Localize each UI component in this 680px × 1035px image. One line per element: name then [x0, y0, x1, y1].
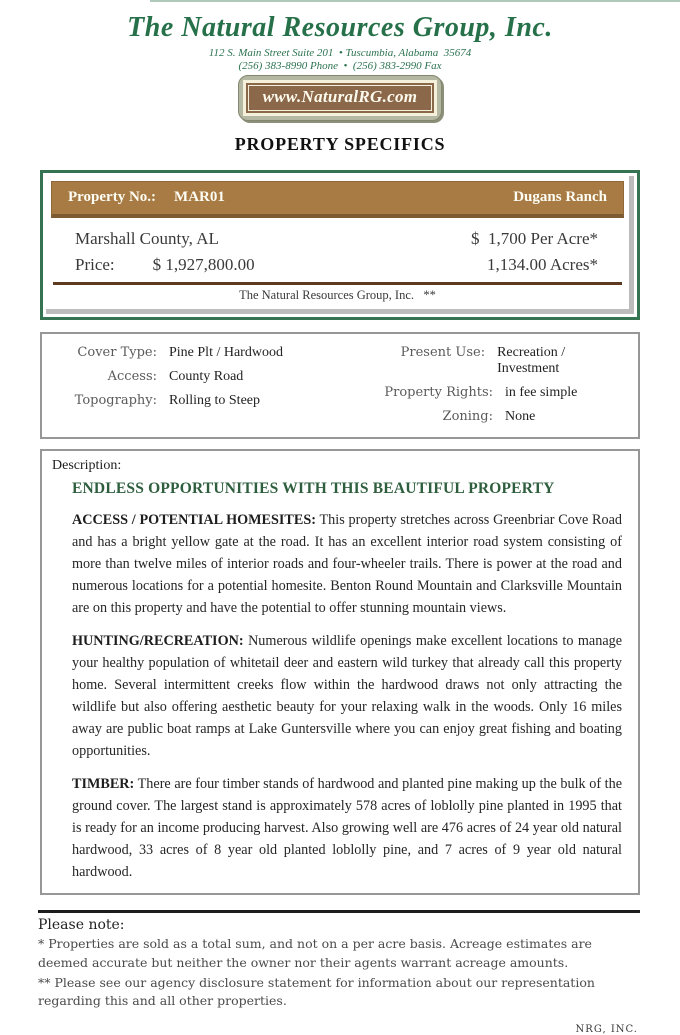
access-label: Access: [107, 369, 157, 385]
footnote-agency-disclosure: ** Please see our agency disclosure statement for information about our representation regarding this and all other properties. [38, 974, 595, 1008]
company-phone-fax: (256) 383-8990 Phone • (256) 383-2990 Fax [238, 59, 442, 72]
website-badge[interactable] [238, 75, 443, 121]
property-rights-value: in fee simple [505, 385, 578, 401]
zoning-value: None [505, 409, 536, 425]
property-summary-inner [46, 176, 634, 314]
zoning-label: Zoning: [442, 409, 493, 425]
paragraph-access-text: This property stretches across Greenbriar Cove Road and has a bright yellow gate at the road. It has an excellent interior road system consisting of more than twelve miles of interior roads and four-wheeler trails. There is power at the road and numerous locations for a potential homesite. Benton Round Mountain and Clarksville Mountain are on this property and have the potential to offer stunning mountain views. [72, 512, 622, 617]
detail-row-topography [52, 393, 338, 409]
topography-value: Rolling to Steep [169, 393, 260, 409]
scan-edge-artifact [150, 0, 680, 2]
description-label: Description: [52, 458, 122, 474]
footnote-total-sum: * Properties are sold as a total sum, and not on a per acre basis. Acreage estimates are deemed accurate but neither the owner nor their agents warrant acreage amounts. [38, 936, 592, 970]
brown-divider [53, 282, 622, 285]
detail-row-access [52, 369, 338, 385]
property-price-rows [51, 218, 624, 277]
price-row [75, 252, 598, 278]
paragraph-timber [72, 773, 622, 883]
footer-divider [38, 910, 640, 913]
detail-row-cover-type [52, 345, 338, 361]
paragraph-hunting-text: Numerous wildlife openings make excellent locations to manage your healthy population of whitetail deer and eastern wild turkey that already call this property home. Several intermittent creeks flow within the hardwood draws not only attracting the wildlife but also offering aesthetic beauty for your relaxing walk in the woods. Only 16 miles away are public boat ramps at Lake Guntersville where you can enjoy great fishing and boating opportunities. [72, 633, 623, 760]
county-value: Marshall County, AL [75, 229, 219, 249]
acres-value: 1,134.00 Acres* [487, 254, 598, 274]
paragraph-timber-text: There are four timber stands of hardwood and planted pine making up the bulk of the ground cover. The largest stand is approximately 578 acres of loblolly pine planted in 1995 that is ready for an income producing harvest. Also growing well are 476 acres of 24 year old natural hardwood, 33 acres of 8 year old planted loblolly pine, and 7 acres of 9 year old natural hardwood. [72, 776, 622, 881]
website-badge-frame [243, 80, 438, 116]
access-value: County Road [169, 369, 244, 385]
paragraph-timber-lead: TIMBER: [72, 776, 135, 793]
page-title: PROPERTY SPECIFICS [234, 134, 446, 155]
detail-row-zoning [338, 409, 624, 425]
company-signature: NRG, INC. [575, 1023, 638, 1035]
paragraph-access-lead: ACCESS / POTENTIAL HOMESITES: [72, 512, 316, 529]
topography-label: Topography: [74, 393, 157, 409]
description-headline: ENDLESS OPPORTUNITIES WITH THIS BEAUTIFUL PROPERTY [72, 480, 555, 498]
attribution-line: The Natural Resources Group, Inc. ** [239, 288, 436, 303]
present-use-label: Present Use: [400, 345, 486, 361]
property-name: Dugans Ranch [513, 189, 607, 206]
website-link[interactable]: www.NaturalRG.com [262, 87, 418, 107]
description-box [40, 449, 640, 895]
paragraph-access-homesites [72, 509, 622, 619]
company-name: The Natural Resources Group, Inc. [127, 12, 553, 43]
letterhead [0, 12, 680, 121]
details-left-column [52, 345, 338, 425]
property-details-box [40, 332, 640, 439]
paragraph-hunting-lead: HUNTING/RECREATION: [72, 633, 244, 650]
please-note-label: Please note: [38, 917, 125, 934]
price-group [75, 252, 255, 278]
footer-notes [38, 917, 642, 1010]
cover-type-label: Cover Type: [77, 345, 157, 361]
property-header-bar [51, 181, 624, 218]
cover-type-value: Pine Plt / Hardwood [169, 345, 283, 361]
paragraph-hunting-recreation [72, 630, 622, 762]
content-area [40, 170, 640, 895]
per-acre-value: $ 1,700 Per Acre* [470, 229, 598, 249]
property-rights-label: Property Rights: [384, 385, 493, 401]
property-summary-box [40, 170, 640, 320]
present-use-value: Recreation / Investment [497, 345, 566, 377]
property-number-label: Property No.: [68, 189, 157, 206]
price-value: $ 1,927,800.00 [152, 254, 255, 274]
detail-row-property-rights [338, 385, 624, 401]
county-row [75, 226, 598, 252]
website-badge-inner [248, 85, 433, 111]
property-number-value: MAR01 [174, 189, 225, 206]
detail-row-present-use [338, 345, 624, 377]
details-right-column [338, 345, 624, 425]
price-label: Price: [75, 254, 115, 274]
website-badge-core [246, 83, 435, 113]
property-number-group [68, 189, 225, 206]
company-address: 112 S. Main Street Suite 201 • Tuscumbia, Alabama 35674 [208, 47, 472, 60]
